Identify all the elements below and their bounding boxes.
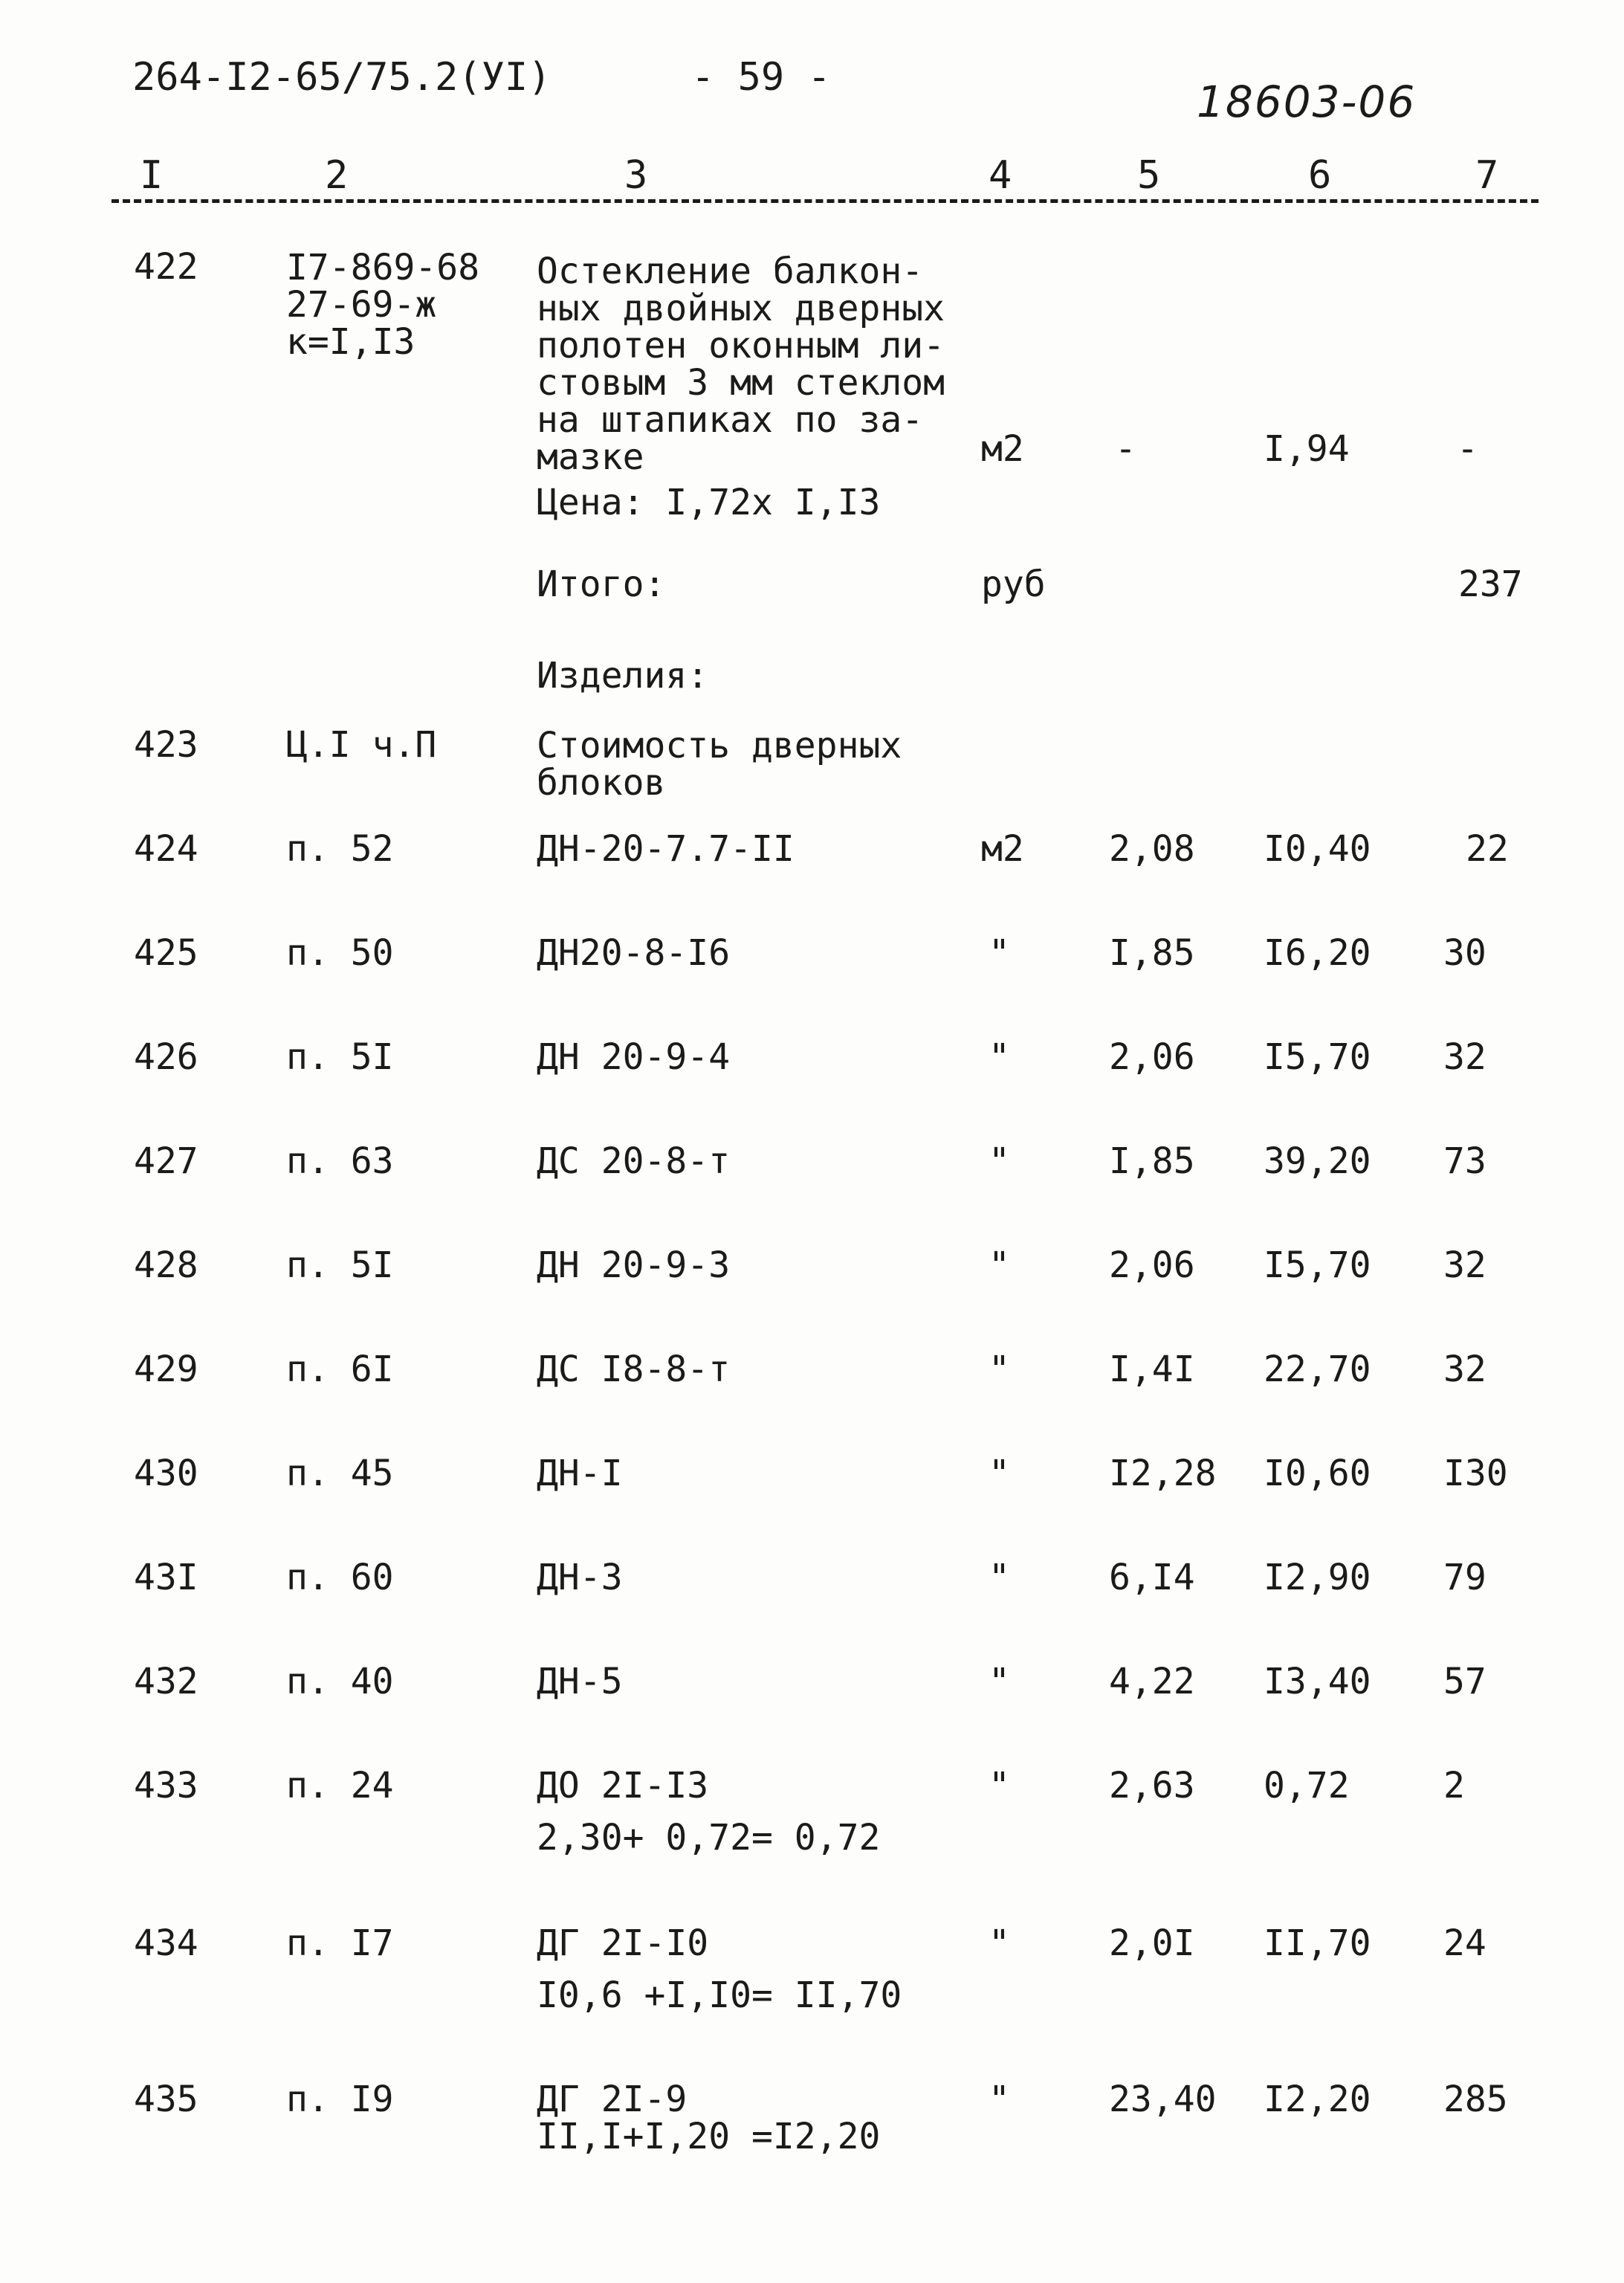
row-description: ДН-3 <box>537 1557 623 1598</box>
row-unit: " <box>989 1036 1010 1078</box>
row-quantity: I2,28 <box>1109 1453 1217 1494</box>
row-description: ДГ 2I-I0 <box>537 1922 709 1964</box>
row-price: I2,90 <box>1264 1557 1371 1598</box>
row-total: 79 <box>1443 1557 1486 1598</box>
row-total: 22 <box>1466 828 1509 870</box>
column-header-6: 6 <box>1308 153 1332 198</box>
row-description: ДО 2I-I3 <box>537 1765 709 1806</box>
row-reference: п. 5I <box>286 1036 394 1078</box>
row-unit: " <box>989 1453 1010 1494</box>
row-unit: м2 <box>981 828 1024 870</box>
row-total: 30 <box>1443 932 1486 974</box>
row-quantity: 6,I4 <box>1109 1557 1195 1598</box>
row-total: I30 <box>1443 1453 1508 1494</box>
row-price: I,94 <box>1264 428 1350 470</box>
row-unit: " <box>989 1140 1010 1182</box>
row-total: 285 <box>1443 2079 1508 2120</box>
row-quantity: - <box>1115 428 1136 470</box>
row-price: I5,70 <box>1264 1036 1371 1078</box>
row-description: ДН-I <box>537 1453 623 1494</box>
inventory-stamp: 18603-06 <box>1197 77 1417 127</box>
row-quantity: I,4I <box>1109 1349 1195 1390</box>
row-number: 426 <box>134 1036 198 1078</box>
row-number: 435 <box>134 2079 198 2120</box>
row-price: 39,20 <box>1264 1140 1371 1182</box>
row-number: 430 <box>134 1453 198 1494</box>
row-total: 32 <box>1443 1244 1486 1286</box>
row-unit: м2 <box>981 428 1024 470</box>
column-header-3: 3 <box>624 153 648 198</box>
row-price: I0,40 <box>1264 828 1371 870</box>
row-number: 422 <box>134 246 198 288</box>
row-quantity: 4,22 <box>1109 1661 1195 1702</box>
total-unit: руб <box>981 564 1046 605</box>
calculation-note: II,I+I,20 =I2,20 <box>537 2116 881 2157</box>
row-unit: " <box>989 1244 1010 1286</box>
row-number: 427 <box>134 1140 198 1182</box>
row-description: ДН20-8-I6 <box>537 932 731 974</box>
row-number: 425 <box>134 932 198 974</box>
row-unit: " <box>989 2079 1010 2120</box>
column-header-2: 2 <box>325 153 349 198</box>
row-reference: п. 50 <box>286 932 394 974</box>
row-description: ДС 20-8-т <box>537 1140 731 1182</box>
row-number: 43I <box>134 1557 198 1598</box>
row-price: I0,60 <box>1264 1453 1371 1494</box>
total-label: Итого: <box>537 564 666 605</box>
row-quantity: 23,40 <box>1109 2079 1217 2120</box>
row-quantity: 2,06 <box>1109 1244 1195 1286</box>
row-total: 32 <box>1443 1036 1486 1078</box>
row-reference: п. 40 <box>286 1661 394 1702</box>
row-price: 22,70 <box>1264 1349 1371 1390</box>
calculation-note: 2,30+ 0,72= 0,72 <box>537 1817 881 1859</box>
section-heading: Изделия: <box>537 655 709 697</box>
column-header-5: 5 <box>1137 153 1161 198</box>
row-description: ДГ 2I-9 <box>537 2079 688 2120</box>
row-price: I6,20 <box>1264 932 1371 974</box>
document-code: 264-I2-65/75.2(УI) <box>132 55 551 100</box>
row-unit: " <box>989 1922 1010 1964</box>
row-number: 434 <box>134 1922 198 1964</box>
row-number: 424 <box>134 828 198 870</box>
total-value: 237 <box>1458 564 1523 605</box>
row-total: 24 <box>1443 1922 1486 1964</box>
row-number: 432 <box>134 1661 198 1702</box>
column-header-1: I <box>140 153 164 198</box>
page-number: - 59 - <box>691 55 831 100</box>
row-quantity: 2,63 <box>1109 1765 1195 1806</box>
row-reference: п. 60 <box>286 1557 394 1598</box>
row-price: I3,40 <box>1264 1661 1371 1702</box>
row-price: I5,70 <box>1264 1244 1371 1286</box>
row-reference: п. I9 <box>286 2079 394 2120</box>
row-description: ДН-5 <box>537 1661 623 1702</box>
row-unit: " <box>989 1349 1010 1390</box>
row-quantity: I,85 <box>1109 1140 1195 1182</box>
column-header-7: 7 <box>1475 153 1499 198</box>
row-reference: Ц.I ч.П <box>286 724 437 766</box>
row-unit: " <box>989 1765 1010 1806</box>
row-reference: п. 5I <box>286 1244 394 1286</box>
row-total: 2 <box>1443 1765 1465 1806</box>
row-description: ДН 20-9-4 <box>537 1036 731 1078</box>
row-description: ДН 20-9-3 <box>537 1244 731 1286</box>
row-reference: п. 45 <box>286 1453 394 1494</box>
row-reference: I7-869-68 27-69-ж к=I,I3 <box>286 247 480 363</box>
row-description: Остекление балкон- ных двойных дверных полотен оконным ли- стовым 3 мм стеклом на штапиках по за- мазке <box>537 251 945 478</box>
row-number: 428 <box>134 1244 198 1286</box>
row-reference: п. 24 <box>286 1765 394 1806</box>
row-description: Стоимость дверных блоков <box>537 725 902 804</box>
row-quantity: 2,0I <box>1109 1922 1195 1964</box>
row-unit: " <box>989 1557 1010 1598</box>
row-reference: п. 63 <box>286 1140 394 1182</box>
row-unit: " <box>989 1661 1010 1702</box>
row-reference: п. I7 <box>286 1922 394 1964</box>
header-dashed-rule <box>111 199 1539 203</box>
row-description: ДН-20-7.7-II <box>537 828 795 870</box>
row-reference: п. 6I <box>286 1349 394 1390</box>
row-total: 57 <box>1443 1661 1486 1702</box>
row-number: 429 <box>134 1349 198 1390</box>
row-price: I2,20 <box>1264 2079 1371 2120</box>
row-total: 73 <box>1443 1140 1486 1182</box>
row-number: 423 <box>134 724 198 766</box>
row-price: 0,72 <box>1264 1765 1350 1806</box>
row-quantity: 2,06 <box>1109 1036 1195 1078</box>
row-total: - <box>1457 428 1478 470</box>
row-description: ДС I8-8-т <box>537 1349 731 1390</box>
column-header-4: 4 <box>989 153 1012 198</box>
row-quantity: 2,08 <box>1109 828 1195 870</box>
row-unit: " <box>989 932 1010 974</box>
row-total: 32 <box>1443 1349 1486 1390</box>
row-price: II,70 <box>1264 1922 1371 1964</box>
price-note: Цена: I,72х I,I3 <box>537 482 881 523</box>
row-number: 433 <box>134 1765 198 1806</box>
calculation-note: I0,6 +I,I0= II,70 <box>537 1974 902 2016</box>
row-reference: п. 52 <box>286 828 394 870</box>
row-quantity: I,85 <box>1109 932 1195 974</box>
